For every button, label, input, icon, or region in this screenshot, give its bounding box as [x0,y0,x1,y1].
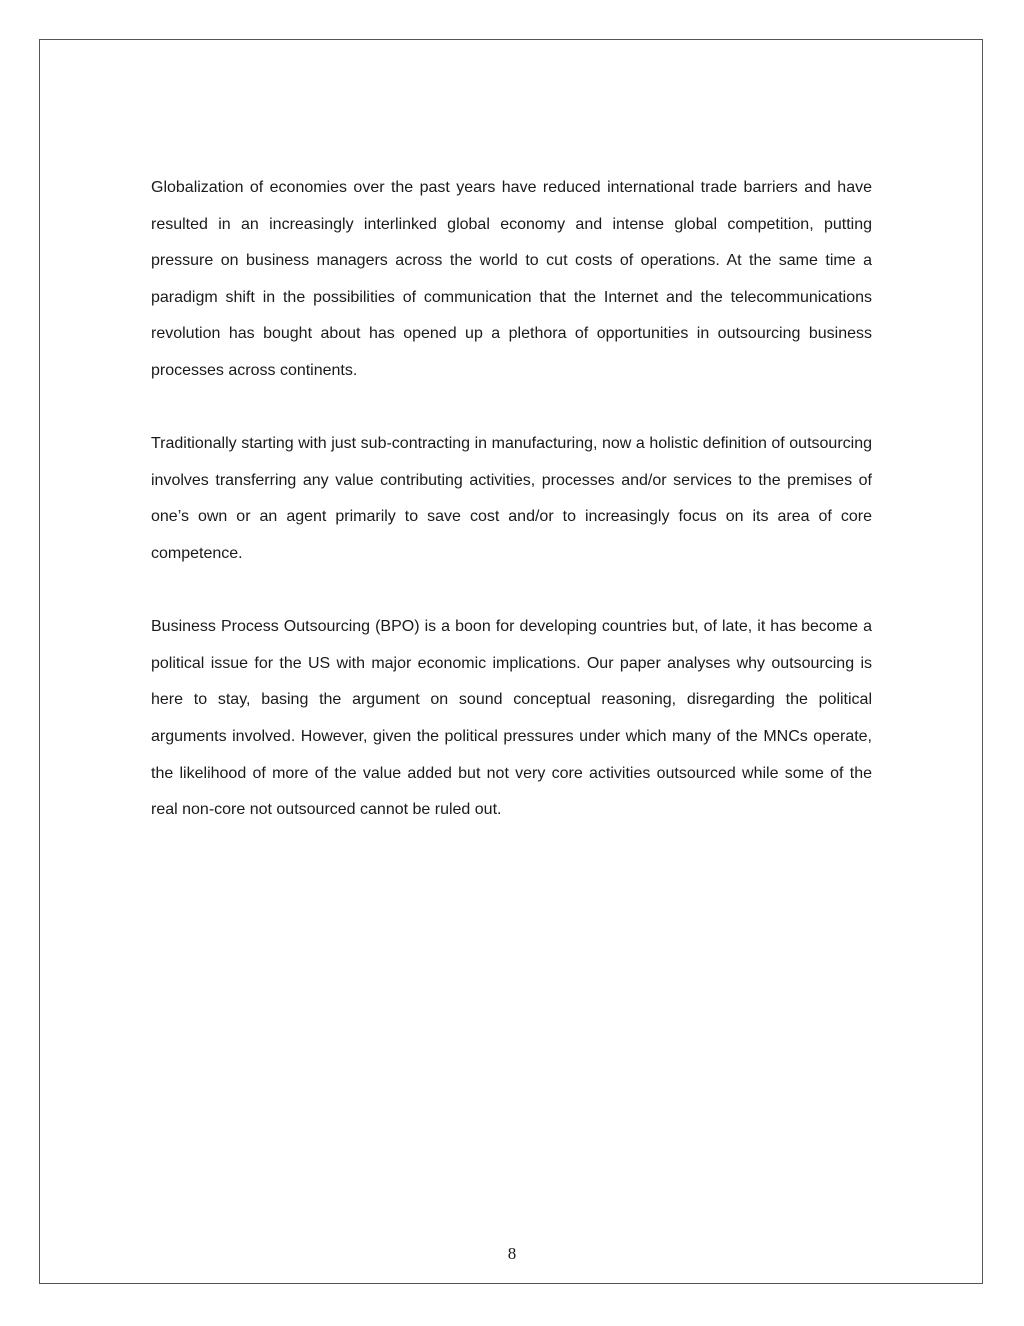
paragraph-bpo: Business Process Outsourcing (BPO) is a boon for developing countries but, of late, it has become a political issue for the US with major economic implications. Our paper analyses why outsourcing is here to stay, basing the argument on sound conceptual reasoning, disregarding the political arguments involved. However, given the political pressures under which many of the MNCs operate, the likelihood of more of the value added but not very core activities outsourced while some of the real non-core not outsourced cannot be ruled out. [151,618,872,819]
document-body [151,170,872,865]
paragraph-traditionally: Traditionally starting with just sub-contracting in manufacturing, now a holistic definition of outsourcing involves transferring any value contributing activities, processes and/or services to the premises of one’s own or an agent primarily to save cost and/or to increasingly focus on its area of core competence. [151,435,872,562]
page-number: 8 [507,1244,517,1263]
paragraph-globalization: Globalization of economies over the past years have reduced international trade barriers and have resulted in an increasingly interlinked global economy and intense global competition, putting pressure on business managers across the world to cut costs of operations. At the same time a paradigm shift in the possibilities of communication that the Internet and the telecommunications revolution has bought about has opened up a plethora of opportunities in outsourcing business processes across continents. [151,179,872,379]
